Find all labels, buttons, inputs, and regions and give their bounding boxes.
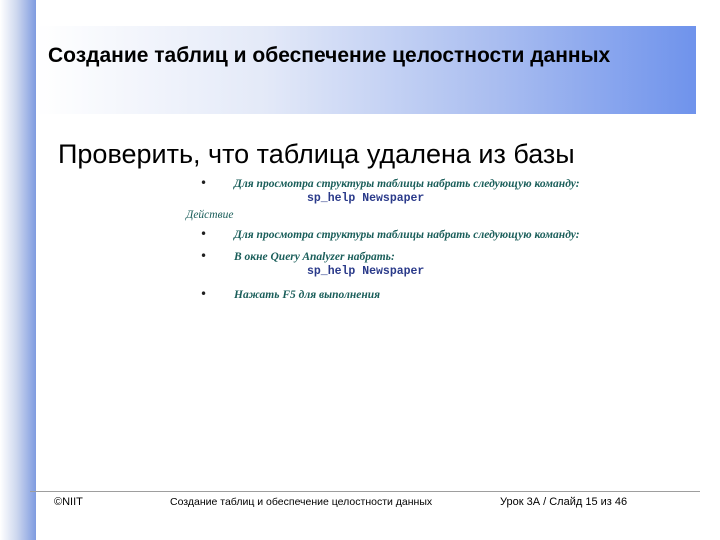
footer-course-title: Создание таблиц и обеспечение целостности данных	[170, 496, 433, 508]
footer-copyright: ©NIIT	[54, 496, 83, 508]
bullet-text-2: Для просмотра структуры таблицы набрать следующую команду:	[234, 229, 580, 241]
bullet-dot: •	[200, 249, 208, 263]
slide-heading: Проверить, что таблица удалена из базы	[58, 139, 575, 169]
footer-page-number: Урок 3А / Слайд 15 из 46	[500, 496, 628, 508]
action-label: Действие	[186, 209, 234, 221]
bullet-dot: •	[200, 176, 208, 190]
footer-divider	[30, 491, 700, 492]
code-command-2: sp_help Newspaper	[307, 265, 425, 278]
code-command-1: sp_help Newspaper	[307, 192, 425, 205]
bullet-text-1: Для просмотра структуры таблицы набрать следующую команду:	[234, 178, 580, 190]
bullet-dot: •	[200, 287, 208, 301]
bullet-dot: •	[200, 227, 208, 241]
bullet-text-4: Нажать F5 для выполнения	[234, 289, 381, 301]
bullet-text-3: В окне Query Analyzer набрать:	[234, 251, 395, 263]
slide-title: Создание таблиц и обеспечение целостности данных	[48, 44, 611, 67]
